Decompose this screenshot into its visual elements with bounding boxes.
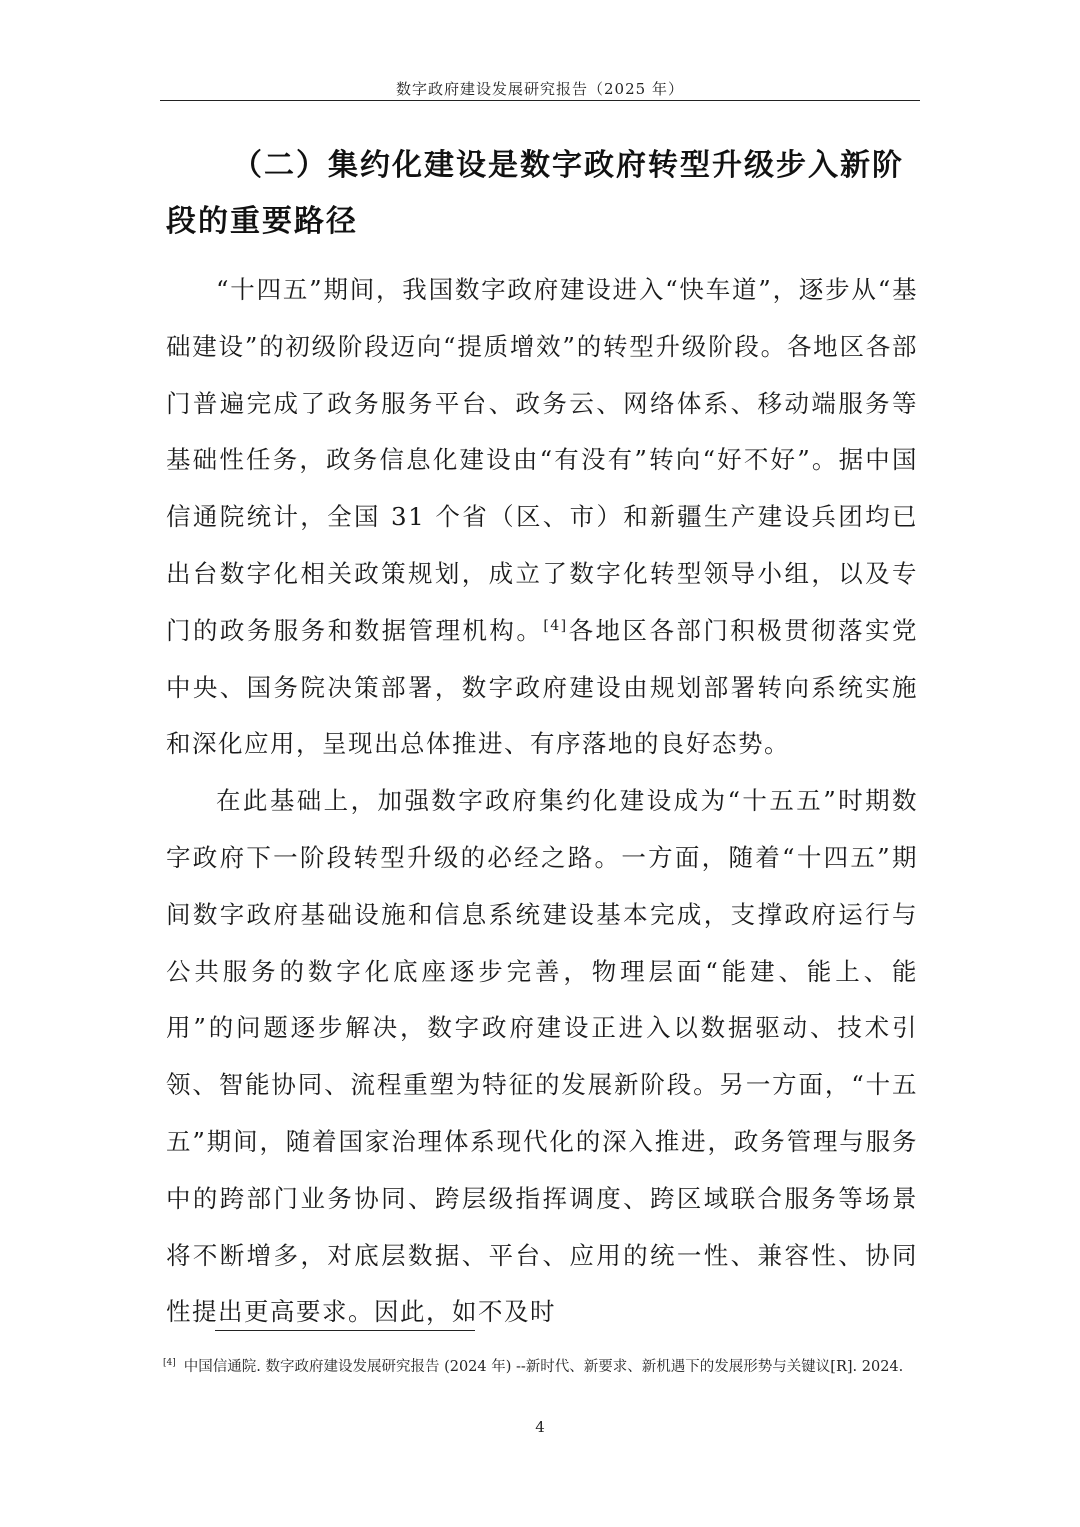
header-divider	[160, 100, 920, 101]
body-text	[166, 262, 918, 1341]
footnote-divider	[215, 1330, 475, 1331]
footnote-text: 中国信通院. 数字政府建设发展研究报告 (2024 年) --新时代、新要求、新机遇下的发展形势与关键议[R]. 2024.	[183, 1359, 904, 1375]
paragraph-2: 在此基础上，加强数字政府集约化建设成为“十五五”时期数字政府下一阶段转型升级的必经之路。一方面，随着“十四五”期间数字政府基础设施和信息系统建设基本完成，支撑政府运行与公共服务的数字化底座逐步完善，物理层面“能建、能上、能用”的问题逐步解决，数字政府建设正进入以数据驱动、技术引领、智能协同、流程重塑为特征的发展新阶段。另一方面，“十五五”期间，随着国家治理体系现代化的深入推进，政务管理与服务中的跨部门业务协同、跨层级指挥调度、跨区域联合服务等场景将不断增多，对底层数据、平台、应用的统一性、兼容性、协同性提出更高要求。因此，如不及时	[166, 786, 918, 1327]
paragraph-1-text-before: “十四五”期间，我国数字政府建设进入“快车道”，逐步从“基础建设”的初级阶段迈向“提质增效”的转型升级阶段。各地区各部门普遍完成了政务服务平台、政务云、网络体系、移动端服务等基础性任务，政务信息化建设由“有没有”转向“好不好”。据中国信通院统计，全国 31 个省（区、市）和新疆生产建设兵团均已出台数字化相关政策规划，成立了数字化转型领导小组，以及专门的政务服务和数据管理机构。	[166, 275, 918, 645]
citation-marker[interactable]: [4]	[543, 617, 568, 634]
page-number: 4	[535, 1418, 545, 1436]
paragraph-1-text-after: 各地区各部门积极贯彻落实党中央、国务院决策部署，数字政府建设由规划部署转向系统实施和深化应用，呈现出总体推进、有序落地的良好态势。	[166, 615, 919, 759]
footnote-mark: [4]	[163, 1358, 176, 1369]
section-heading: （二）集约化建设是数字政府转型升级步入新阶段的重要路径	[166, 148, 904, 239]
running-header: 数字政府建设发展研究报告（2025 年）	[396, 80, 684, 98]
paragraph-1	[166, 262, 918, 773]
footnote	[163, 1355, 920, 1379]
